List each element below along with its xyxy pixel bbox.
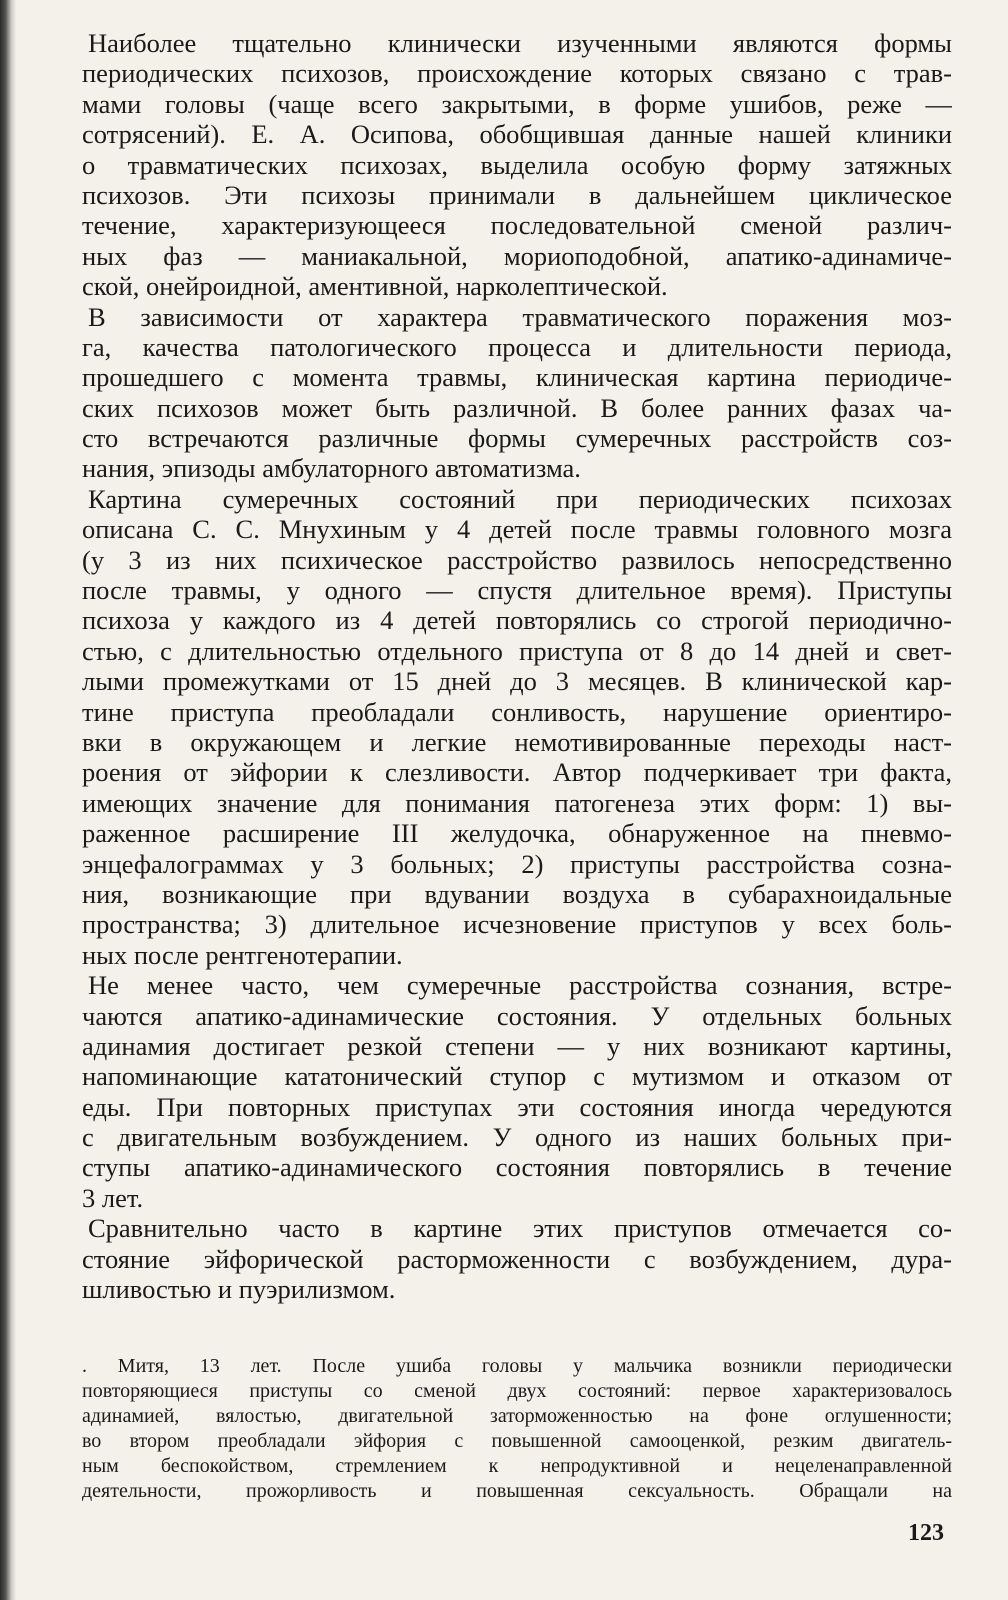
paragraph-1 xyxy=(82,28,952,302)
text-line: ных фаз — маниакальной, мориоподобной, апатико-адинамиче- xyxy=(82,240,952,271)
text-line: адинамия достигает резкой степени — у них возникают картины, xyxy=(82,1030,952,1061)
text-line: стояние эйфорической расторможенности с возбуждением, дура- xyxy=(82,1243,952,1274)
text-line: Наиболее тщательно клинически изученными являются формы xyxy=(88,28,952,58)
text-line: 3 лет. xyxy=(82,1182,144,1213)
text-line: сотрясений). Е. А. Осипова, обобщившая данные нашей клиники xyxy=(82,119,952,150)
text-line: еды. При повторных приступах эти состояния иногда чередуются xyxy=(82,1091,952,1122)
paragraph-4 xyxy=(82,970,952,1213)
text-line: чаются апатико-адинамические состояния. У отдельных больных xyxy=(82,1000,952,1031)
text-line: ступы апатико-адинамического состояния повторялись в течение xyxy=(82,1152,952,1183)
text-line: описана С. С. Мнухиным у 4 детей после травмы головного мозга xyxy=(82,514,952,545)
note-line: повторяющиеся приступы со сменой двух состояний: первое характеризовалось xyxy=(82,1380,952,1402)
text-line: стью, с длительностью отдельного приступа от 8 до 14 дней и свет- xyxy=(82,635,952,666)
text-line: сто встречаются различные формы сумеречных расстройств соз- xyxy=(82,423,952,454)
note-line: . Митя, 13 лет. После ушиба головы у мальчика возникли периодически xyxy=(82,1355,952,1377)
text-line: напоминающие кататонический ступор с мутизмом и отказом от xyxy=(82,1061,952,1092)
text-line: ния, возникающие при вдувании воздуха в субарахноидальные xyxy=(82,878,952,909)
text-line: мами головы (чаще всего закрытыми, в форме ушибов, реже — xyxy=(82,88,952,119)
text-line: с двигательным возбуждением. У одного из наших больных при- xyxy=(82,1122,952,1153)
text-line: ских психозов может быть различной. В более ранних фазах ча- xyxy=(82,392,952,423)
text-line: роения от эйфории к слезливости. Автор подчеркивает три факта, xyxy=(82,757,952,788)
paragraph-3 xyxy=(82,484,952,970)
text-line: психоза у каждого из 4 детей повторялись со строгой периодично- xyxy=(82,605,952,636)
text-line: лыми промежутками от 15 дней до 3 месяцев. В клинической кар- xyxy=(82,666,952,697)
text-line: ных после рентгенотерапии. xyxy=(82,939,403,970)
text-line: имеющих значение для понимания патогенеза этих форм: 1) вы- xyxy=(82,787,952,818)
text-line: (у 3 из них психическое расстройство развилось непосредственно xyxy=(82,544,952,575)
page-number: 123 xyxy=(908,1520,944,1546)
text-line: энцефалограммах у 3 больных; 2) приступы расстройства созна- xyxy=(82,848,952,879)
text-line: нания, эпизоды амбулаторного автоматизма. xyxy=(82,453,581,484)
paragraph-5 xyxy=(82,1213,952,1304)
text-line: пространства; 3) длительное исчезновение приступов у всех боль- xyxy=(82,909,952,940)
text-line: га, качества патологического процесса и длительности периода, xyxy=(82,331,952,362)
text-line: течение, характеризующееся последовательной сменой различ- xyxy=(82,210,952,241)
text-line: раженное расширение III желудочка, обнаруженное на пневмо- xyxy=(82,818,952,849)
text-line: ской, онейроидной, аментивной, нарколептической. xyxy=(82,271,668,302)
text-line: Картина сумеречных состояний при периодических психозах xyxy=(88,483,952,514)
text-line: периодических психозов, происхождение которых связано с трав- xyxy=(82,58,952,89)
text-line: вки в окружающем и легкие немотивированные переходы наст- xyxy=(82,726,952,757)
text-line: Не менее часто, чем сумеречные расстройства сознания, встре- xyxy=(88,970,952,1001)
text-line: психозов. Эти психозы принимали в дальнейшем циклическое xyxy=(82,179,952,210)
paragraph-2 xyxy=(82,302,952,484)
note-line: ным беспокойством, стремлением к непродуктивной и нецеленаправленной xyxy=(82,1455,952,1477)
note-line: деятельности, прожорливость и повышенная сексуальность. Обращали на xyxy=(82,1480,952,1502)
note-line: адинамией, вялостью, двигательной заторможенностью на фоне оглушенности; xyxy=(82,1405,952,1427)
binding-shadow xyxy=(0,0,16,1600)
note-line: во втором преобладали эйфория с повышенной самооценкой, резким двигатель- xyxy=(82,1430,952,1452)
text-line: шливостью и пуэрилизмом. xyxy=(82,1274,396,1305)
text-line: Сравнительно часто в картине этих приступов отмечается со- xyxy=(88,1213,952,1244)
text-line: о травматических психозах, выделила особую форму затяжных xyxy=(82,149,952,180)
text-line: прошедшего с момента травмы, клиническая картина периодиче- xyxy=(82,362,952,393)
case-note xyxy=(82,1354,952,1504)
main-text xyxy=(82,28,952,1304)
text-line: после травмы, у одного — спустя длительное время). Приступы xyxy=(82,575,952,606)
text-line: тине приступа преобладали сонливость, нарушение ориентиро- xyxy=(82,696,952,727)
text-line: В зависимости от характера травматического поражения моз- xyxy=(88,301,952,332)
